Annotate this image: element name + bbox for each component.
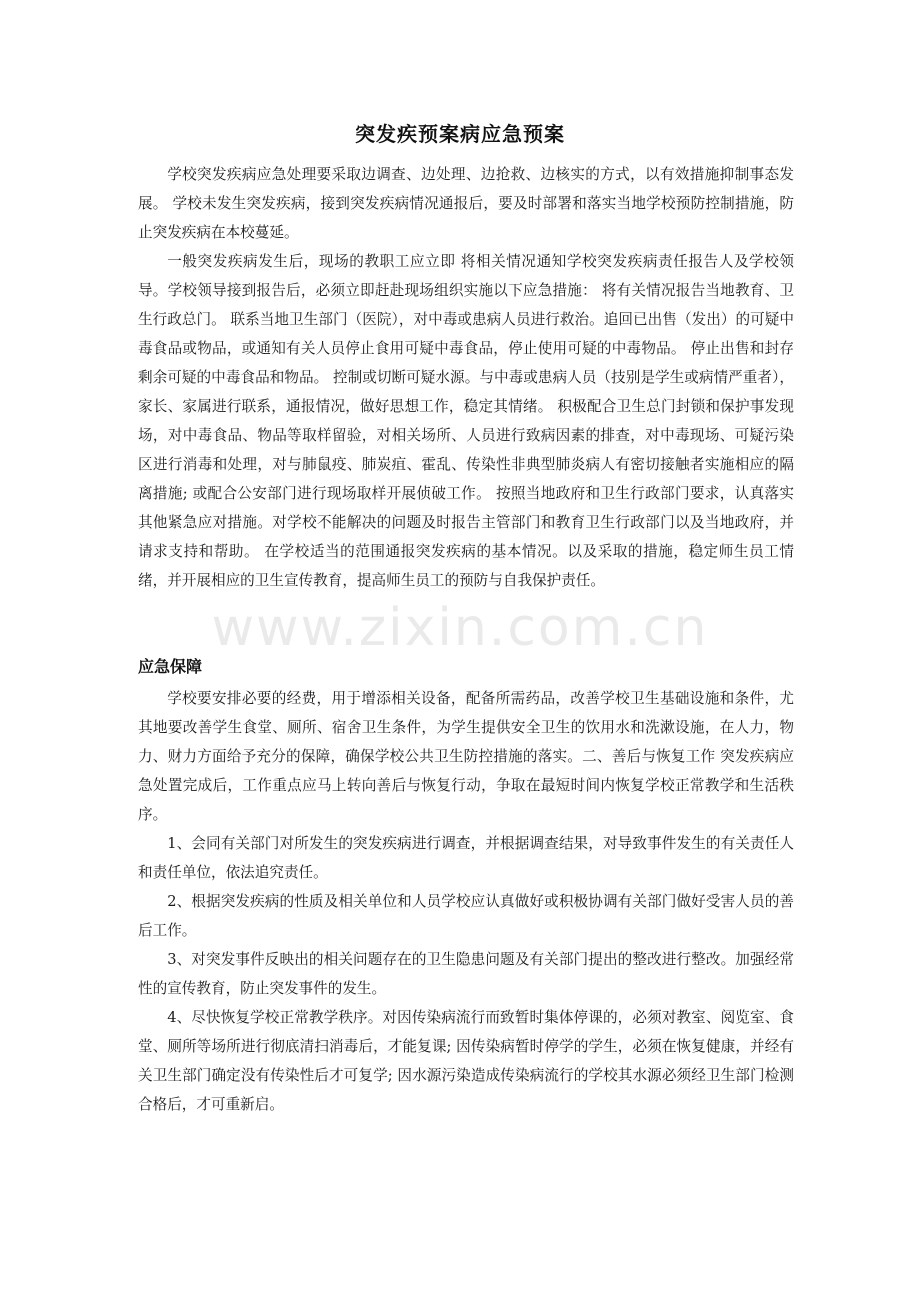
section-heading: 应急保障 (138, 657, 203, 676)
support-section (138, 684, 794, 1119)
watermark: www.zixin.com.cn (211, 598, 709, 658)
list-item-1: 1、会同有关部门对所发生的突发疾病进行调查，并根据调查结果，对导致事件发生的有关责任人和责任单位，依法追究责任。 (138, 835, 794, 881)
list-item-2: 2、根据突发疾病的性质及相关单位和人员学校应认真做好或积极协调有关部门做好受害人员的善后工作。 (138, 893, 794, 939)
intro-paragraph-2: 一般突发疾病发生后，现场的教职工应立即 将相关情况通知学校突发疾病责任报告人及学校领导。学校领导接到报告后，必须立即赶赴现场组织实施以下应急措施： 将有关情况报告当地教育、卫生行政总门。 联系当地卫生部门（医院），对中毒或患病人员进行救治。追回已出售（发出）的可疑中毒食品或物品，或通知有关人员停止食用可疑中毒食品，停止使用可疑的中毒物品。 停止出售和封存剩余可疑的中毒食品和物品。 控制或切断可疑水源。与中毒或患病人员（技别是学生或病情严重者），家长、家属进行联系，通报情况，做好思想工作，稳定其情绪。 积极配合卫生总门封锁和保护事发现场，对中毒食品、物品等取样留验，对相关场所、人员进行致病因素的排查，对中毒现场、可疑污染区进行消毒和处理，对与肺鼠疫、肺炭疽、霍乱、传染性非典型肺炎病人有密切接触者实施相应的隔离措施; 或配合公安部门进行现场取样开展侦破工作。 按照当地政府和卫生行政部门要求，认真落实其他紧急应对措施。对学校不能解决的问题及时报告主管部门和教育卫生行政部门以及当地政府，并请求支持和帮助。 在学校适当的范围通报突发疾病的基本情况。以及采取的措施，稳定师生员工情绪，并开展相应的卫生宣传教育，提高师生员工的预防与自我保护责任。 (138, 253, 794, 589)
list-item-4: 4、尽快恢复学校正常教学秩序。对因传染病流行而致暂时集体停课的，必须对教室、阅览室、食堂、厕所等场所进行彻底清扫消毒后，才能复课; 因传染病暂时停学的学生，必须在恢复健康，并经有关卫生部门确定没有传染性后才可复学; 因水源污染造成传染病流行的学校其水源必须经卫生部门检测合格后，才可重新启。 (138, 1009, 794, 1113)
document-title: 突发疾预案病应急预案 (355, 122, 565, 146)
support-paragraph: 学校要安排必要的经费，用于增添相关设备，配备所需药品，改善学校卫生基础设施和条件，尤其地要改善学生食堂、厕所、宿舍卫生条件，为学生提供安全卫生的饮用水和洗漱设施，在人力，物力、财力方面给予充分的保障，确保学校公共卫生防控措施的落实。二、善后与恢复工作 突发疾病应急处置完成后，工作重点应马上转向善后与恢复行动，争取在最短时间内恢复学校正常教学和生活秩序。 (138, 690, 794, 823)
list-item-3: 3、对突发事件反映出的相关问题存在的卫生隐患问题及有关部门提出的整改进行整改。加强经常性的宣传教育，防止突发事件的发生。 (138, 951, 794, 997)
intro-section (138, 160, 794, 595)
intro-paragraph-1: 学校突发疾病应急处理要采取边调查、边处理、边抢救、边核实的方式，以有效措施抑制事态发展。 学校未发生突发疾病，接到突发疾病情况通报后，要及时部署和落实当地学校预防控制措施，防止突发疾病在本校蔓延。 (138, 166, 794, 241)
